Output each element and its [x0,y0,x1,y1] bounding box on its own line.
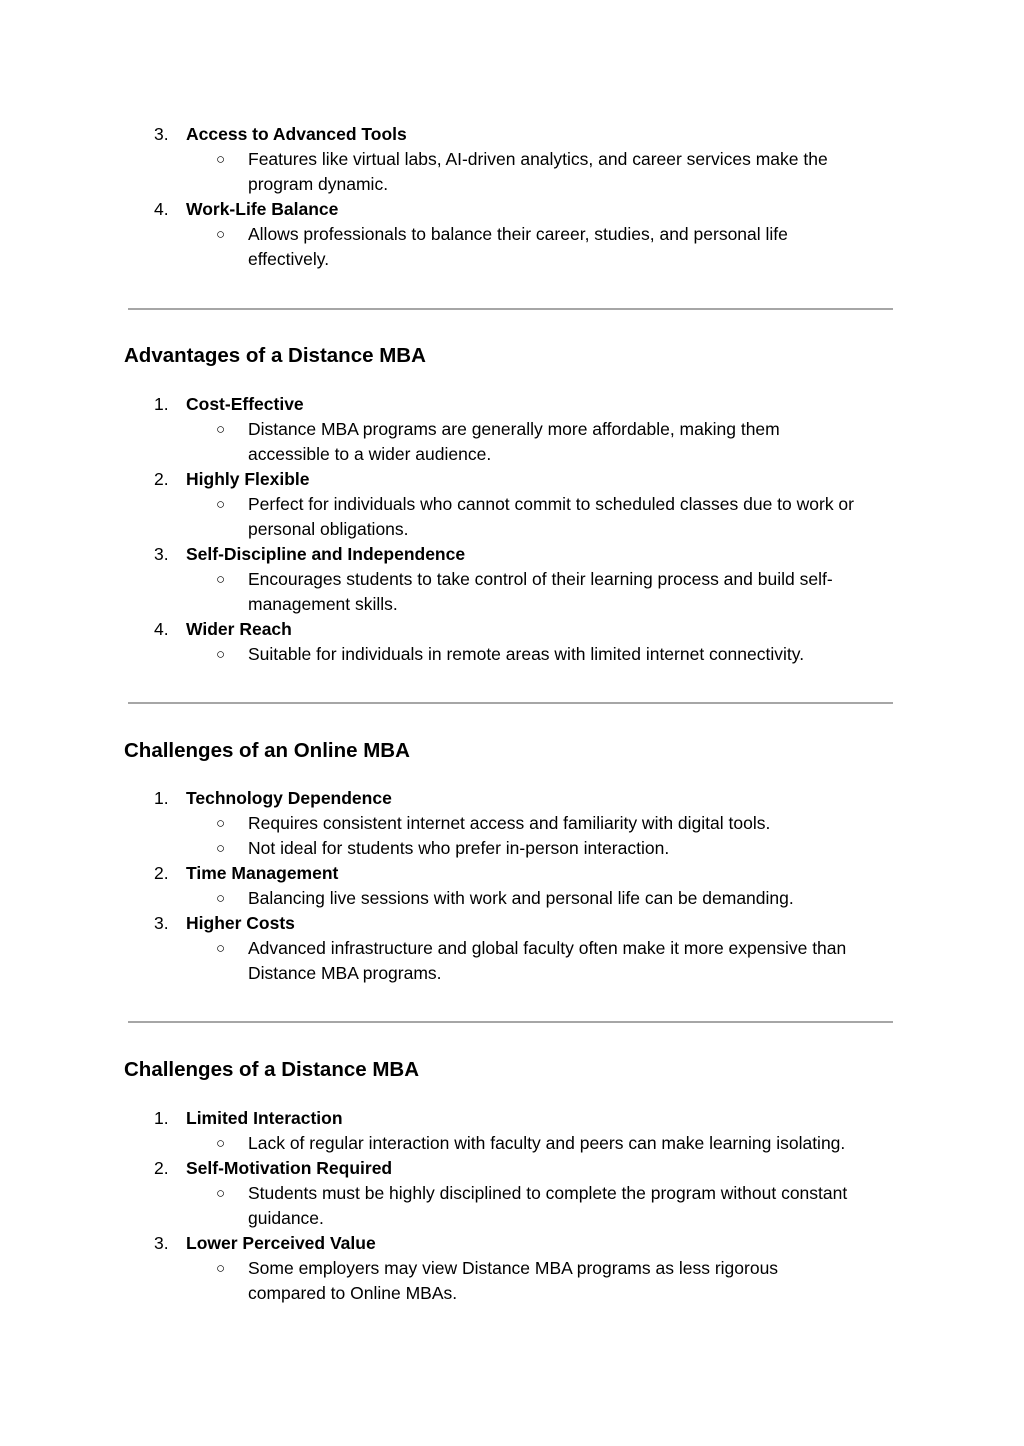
list-item-point: Distance MBA programs are generally more affordable, making them accessible to a wider audience. [248,419,780,464]
list-item-point: Allows professionals to balance their career, studies, and personal life effectively. [248,224,788,269]
horizontal-divider [128,702,893,704]
list-number: 3. [154,1233,169,1253]
hollow-bullet-icon: ○ [216,571,226,588]
list-item-title: Wider Reach [186,619,292,639]
list-item-point: Advanced infrastructure and global faculty often make it more expensive than Distance MBA programs. [248,938,847,983]
list-number: 3. [154,544,169,564]
list-item-point: Encourages students to take control of their learning process and build self-management skills. [248,569,833,614]
list-item-point: Students must be highly disciplined to complete the program without constant guidance. [248,1183,848,1228]
hollow-bullet-icon: ○ [216,496,226,513]
hollow-bullet-icon: ○ [216,840,226,857]
list-item-point: Suitable for individuals in remote areas with limited internet connectivity. [248,644,805,664]
list-number: 4. [154,199,169,219]
hollow-bullet-icon: ○ [216,226,226,243]
list-item-point: Features like virtual labs, AI-driven analytics, and career services make the program dynamic. [248,149,828,194]
list-item-title: Self-Discipline and Independence [186,544,466,564]
list-number: 3. [154,124,169,144]
list-number: 4. [154,619,169,639]
list-item-title: Self-Motivation Required [186,1158,393,1178]
hollow-bullet-icon: ○ [216,940,226,957]
list-number: 2. [154,469,169,489]
list-number: 1. [154,1108,169,1128]
hollow-bullet-icon: ○ [216,646,226,663]
list-item-title: Highly Flexible [186,469,310,489]
list-item-point: Perfect for individuals who cannot commit to scheduled classes due to work or personal obligations. [248,494,854,539]
hollow-bullet-icon: ○ [216,1185,226,1202]
list-item-point: Requires consistent internet access and familiarity with digital tools. [248,813,771,833]
list-number: 1. [154,788,169,808]
section-heading: Challenges of an Online MBA [124,739,410,762]
hollow-bullet-icon: ○ [216,815,226,832]
horizontal-divider [128,1021,893,1023]
list-item-point: Lack of regular interaction with faculty and peers can make learning isolating. [248,1133,846,1153]
section-heading: Challenges of a Distance MBA [124,1058,420,1081]
hollow-bullet-icon: ○ [216,890,226,907]
hollow-bullet-icon: ○ [216,151,226,168]
section-heading: Advantages of a Distance MBA [124,344,426,367]
list-number: 2. [154,863,169,883]
horizontal-divider [128,308,893,310]
list-number: 3. [154,913,169,933]
list-item-point: Some employers may view Distance MBA programs as less rigorous compared to Online MBAs. [248,1258,779,1303]
list-item-title: Limited Interaction [186,1108,343,1128]
list-item-title: Time Management [186,863,339,883]
hollow-bullet-icon: ○ [216,421,226,438]
hollow-bullet-icon: ○ [216,1135,226,1152]
list-number: 1. [154,394,169,414]
hollow-bullet-icon: ○ [216,1260,226,1277]
list-item-title: Technology Dependence [186,788,392,808]
list-item-title: Cost-Effective [186,394,304,414]
list-number: 2. [154,1158,169,1178]
list-item-title: Work-Life Balance [186,199,339,219]
list-item-point: Not ideal for students who prefer in-person interaction. [248,838,670,858]
list-item-title: Lower Perceived Value [186,1233,376,1253]
list-item-title: Access to Advanced Tools [186,124,407,144]
list-item-point: Balancing live sessions with work and personal life can be demanding. [248,888,794,908]
list-item-title: Higher Costs [186,913,295,933]
